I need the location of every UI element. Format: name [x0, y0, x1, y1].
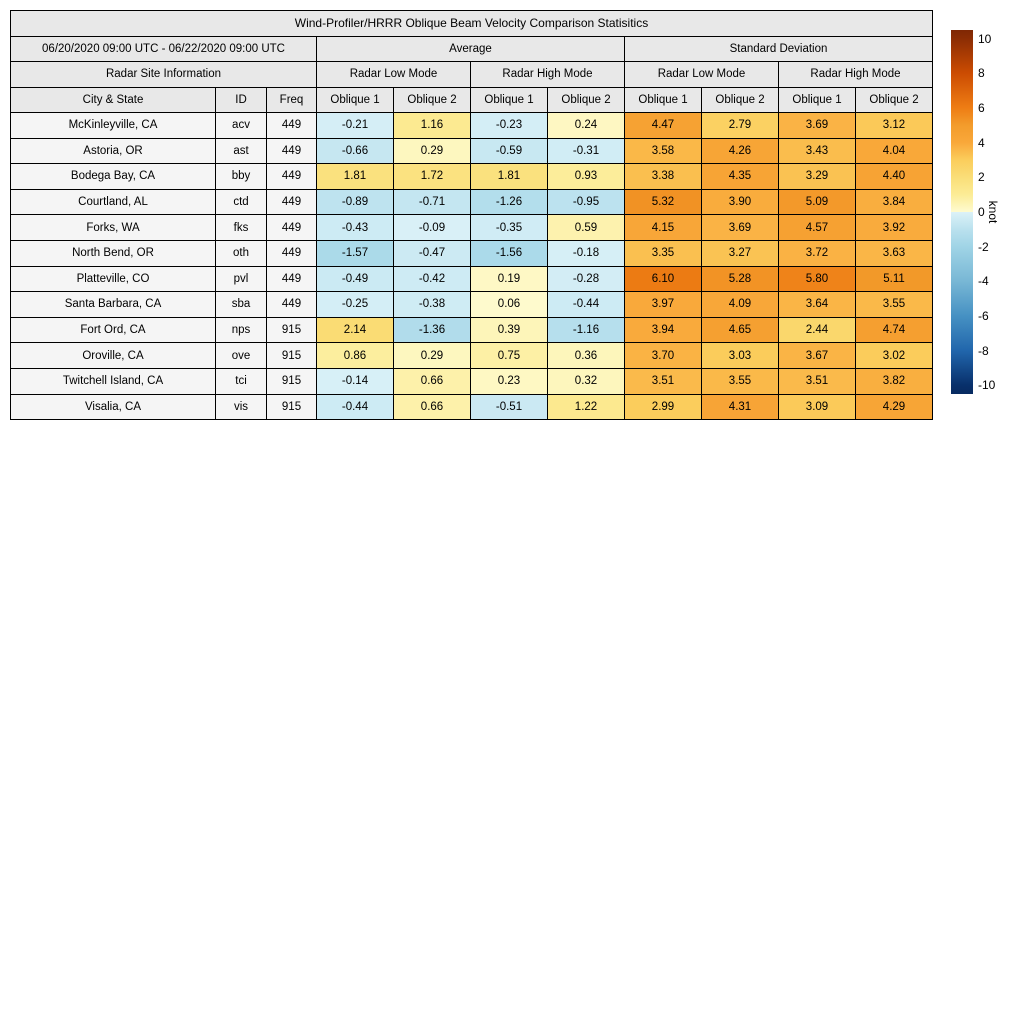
value-cell: 3.69 [779, 113, 856, 139]
subgroup-header-sd-high-mode: Radar High Mode [779, 62, 933, 88]
value-cell: 1.81 [471, 164, 548, 190]
value-cell: 3.09 [779, 394, 856, 420]
value-cell: -0.71 [394, 189, 471, 215]
subgroup-header-sd-low-mode: Radar Low Mode [625, 62, 779, 88]
value-cell: -0.38 [394, 292, 471, 318]
site-id-cell: nps [216, 317, 267, 343]
city-cell: Visalia, CA [11, 394, 216, 420]
freq-cell: 449 [267, 292, 317, 318]
colorbar-tick-label: 10 [978, 31, 992, 46]
value-cell: 0.75 [471, 343, 548, 369]
value-cell: 0.24 [548, 113, 625, 139]
value-cell: 0.39 [471, 317, 548, 343]
table-row [11, 368, 933, 394]
value-cell: 3.69 [702, 215, 779, 241]
value-cell: -0.14 [317, 368, 394, 394]
table-title: Wind-Profiler/HRRR Oblique Beam Velocity Comparison Statisitics [11, 11, 933, 37]
freq-cell: 915 [267, 317, 317, 343]
value-cell: 5.09 [779, 189, 856, 215]
freq-cell: 915 [267, 368, 317, 394]
column-header-freq: Freq [267, 87, 317, 113]
value-cell: 4.57 [779, 215, 856, 241]
value-cell: 4.47 [625, 113, 702, 139]
value-cell: 0.29 [394, 343, 471, 369]
value-cell: 0.66 [394, 368, 471, 394]
value-cell: -0.43 [317, 215, 394, 241]
value-cell: 4.65 [702, 317, 779, 343]
city-cell: Forks, WA [11, 215, 216, 241]
city-cell: Bodega Bay, CA [11, 164, 216, 190]
period-range: 06/20/2020 09:00 UTC - 06/22/2020 09:00 UTC [11, 36, 317, 62]
freq-cell: 449 [267, 189, 317, 215]
value-cell: 5.32 [625, 189, 702, 215]
city-cell: Courtland, AL [11, 189, 216, 215]
table-row [11, 240, 933, 266]
table-row [11, 138, 933, 164]
value-cell: 0.23 [471, 368, 548, 394]
value-cell: 0.66 [394, 394, 471, 420]
freq-cell: 915 [267, 343, 317, 369]
column-header-oblique: Oblique 1 [625, 87, 702, 113]
value-cell: -1.26 [471, 189, 548, 215]
site-id-cell: sba [216, 292, 267, 318]
value-cell: 0.86 [317, 343, 394, 369]
value-cell: 0.06 [471, 292, 548, 318]
value-cell: -1.56 [471, 240, 548, 266]
value-cell: -0.66 [317, 138, 394, 164]
site-id-cell: ctd [216, 189, 267, 215]
value-cell: 3.64 [779, 292, 856, 318]
value-cell: 6.10 [625, 266, 702, 292]
freq-cell: 449 [267, 266, 317, 292]
site-id-cell: pvl [216, 266, 267, 292]
colorbar-tick-label: 0 [978, 205, 985, 219]
column-header-oblique: Oblique 1 [317, 87, 394, 113]
value-cell: 4.31 [702, 394, 779, 420]
site-id-cell: acv [216, 113, 267, 139]
colorbar-tick-label: -2 [978, 239, 989, 254]
value-cell: 3.35 [625, 240, 702, 266]
colorbar-tick-label: 2 [978, 170, 985, 185]
freq-cell: 449 [267, 113, 317, 139]
colorbar-tick-label: -4 [978, 274, 989, 289]
value-cell: 5.80 [779, 266, 856, 292]
value-cell: 2.99 [625, 394, 702, 420]
city-cell: Santa Barbara, CA [11, 292, 216, 318]
city-cell: Oroville, CA [11, 343, 216, 369]
city-cell: Fort Ord, CA [11, 317, 216, 343]
table-row [11, 189, 933, 215]
city-cell: Astoria, OR [11, 138, 216, 164]
subgroup-header-avg-low-mode: Radar Low Mode [317, 62, 471, 88]
column-header-oblique: Oblique 1 [779, 87, 856, 113]
table-row [11, 317, 933, 343]
table-row [11, 292, 933, 318]
value-cell: 4.74 [856, 317, 933, 343]
value-cell: -0.23 [471, 113, 548, 139]
value-cell: 3.29 [779, 164, 856, 190]
value-cell: -0.35 [471, 215, 548, 241]
group-header-standard-deviation: Standard Deviation [625, 36, 933, 62]
site-id-cell: fks [216, 215, 267, 241]
value-cell: 0.29 [394, 138, 471, 164]
value-cell: 3.72 [779, 240, 856, 266]
value-cell: 0.32 [548, 368, 625, 394]
value-cell: -0.44 [548, 292, 625, 318]
site-id-cell: ast [216, 138, 267, 164]
value-cell: -0.51 [471, 394, 548, 420]
freq-cell: 449 [267, 215, 317, 241]
value-cell: 2.44 [779, 317, 856, 343]
value-cell: -0.09 [394, 215, 471, 241]
value-cell: 3.43 [779, 138, 856, 164]
value-cell: 1.81 [317, 164, 394, 190]
colorbar-tick-label: 8 [978, 66, 985, 81]
city-cell: Platteville, CO [11, 266, 216, 292]
value-cell: -0.31 [548, 138, 625, 164]
column-header-oblique: Oblique 2 [548, 87, 625, 113]
value-cell: 0.59 [548, 215, 625, 241]
value-cell: 3.63 [856, 240, 933, 266]
freq-cell: 449 [267, 240, 317, 266]
value-cell: 3.70 [625, 343, 702, 369]
value-cell: -0.49 [317, 266, 394, 292]
statistics-table [10, 10, 933, 420]
value-cell: 2.79 [702, 113, 779, 139]
subgroup-header-avg-high-mode: Radar High Mode [471, 62, 625, 88]
group-header-average: Average [317, 36, 625, 62]
value-cell: 0.36 [548, 343, 625, 369]
site-id-cell: tci [216, 368, 267, 394]
value-cell: 3.51 [779, 368, 856, 394]
column-header-oblique: Oblique 2 [394, 87, 471, 113]
value-cell: -0.18 [548, 240, 625, 266]
table-row [11, 266, 933, 292]
value-cell: 5.28 [702, 266, 779, 292]
colorbar-tick-label: -6 [978, 309, 989, 323]
column-header-city-state: City & State [11, 87, 216, 113]
table-row [11, 164, 933, 190]
site-id-cell: vis [216, 394, 267, 420]
value-cell: 4.35 [702, 164, 779, 190]
site-id-cell: ove [216, 343, 267, 369]
city-cell: Twitchell Island, CA [11, 368, 216, 394]
column-header-oblique: Oblique 2 [856, 87, 933, 113]
site-id-cell: oth [216, 240, 267, 266]
value-cell: 4.15 [625, 215, 702, 241]
value-cell: 3.38 [625, 164, 702, 190]
table-row [11, 113, 933, 139]
value-cell: -0.44 [317, 394, 394, 420]
value-cell: -1.36 [394, 317, 471, 343]
value-cell: -0.47 [394, 240, 471, 266]
freq-cell: 449 [267, 138, 317, 164]
value-cell: -0.59 [471, 138, 548, 164]
colorbar-tick-label: 6 [978, 101, 985, 115]
column-header-oblique: Oblique 2 [702, 87, 779, 113]
value-cell: 3.55 [702, 368, 779, 394]
value-cell: 4.40 [856, 164, 933, 190]
value-cell: 3.94 [625, 317, 702, 343]
value-cell: 2.14 [317, 317, 394, 343]
column-header-id: ID [216, 87, 267, 113]
colorbar-tick-label: 4 [978, 135, 985, 150]
value-cell: 1.16 [394, 113, 471, 139]
table-row [11, 343, 933, 369]
value-cell: 3.92 [856, 215, 933, 241]
city-cell: McKinleyville, CA [11, 113, 216, 139]
value-cell: 3.12 [856, 113, 933, 139]
value-cell: 3.82 [856, 368, 933, 394]
value-cell: 4.26 [702, 138, 779, 164]
colorbar-tick-label: -10 [978, 378, 996, 393]
value-cell: -0.89 [317, 189, 394, 215]
value-cell: -1.57 [317, 240, 394, 266]
colorbar-unit-label: knot [986, 200, 1000, 224]
value-cell: 3.55 [856, 292, 933, 318]
value-cell: 0.19 [471, 266, 548, 292]
value-cell: -0.42 [394, 266, 471, 292]
freq-cell: 449 [267, 164, 317, 190]
freq-cell: 915 [267, 394, 317, 420]
value-cell: 3.03 [702, 343, 779, 369]
value-cell: 1.72 [394, 164, 471, 190]
value-cell: 3.02 [856, 343, 933, 369]
value-cell: -0.25 [317, 292, 394, 318]
value-cell: 3.51 [625, 368, 702, 394]
colorbar-gradient [951, 30, 973, 394]
value-cell: 3.67 [779, 343, 856, 369]
value-cell: 3.84 [856, 189, 933, 215]
value-cell: -0.21 [317, 113, 394, 139]
value-cell: 0.93 [548, 164, 625, 190]
value-cell: 3.27 [702, 240, 779, 266]
value-cell: 3.58 [625, 138, 702, 164]
value-cell: -1.16 [548, 317, 625, 343]
value-cell: 4.09 [702, 292, 779, 318]
value-cell: 5.11 [856, 266, 933, 292]
value-cell: 4.29 [856, 394, 933, 420]
table-row [11, 215, 933, 241]
value-cell: 1.22 [548, 394, 625, 420]
value-cell: 4.04 [856, 138, 933, 164]
column-header-oblique: Oblique 1 [471, 87, 548, 113]
table-body [11, 113, 933, 420]
value-cell: -0.28 [548, 266, 625, 292]
table-row [11, 394, 933, 420]
value-cell: -0.95 [548, 189, 625, 215]
value-cell: 3.90 [702, 189, 779, 215]
site-id-cell: bby [216, 164, 267, 190]
value-cell: 3.97 [625, 292, 702, 318]
city-cell: North Bend, OR [11, 240, 216, 266]
subgroup-header-site-info: Radar Site Information [11, 62, 317, 88]
colorbar-tick-label: -8 [978, 343, 989, 358]
